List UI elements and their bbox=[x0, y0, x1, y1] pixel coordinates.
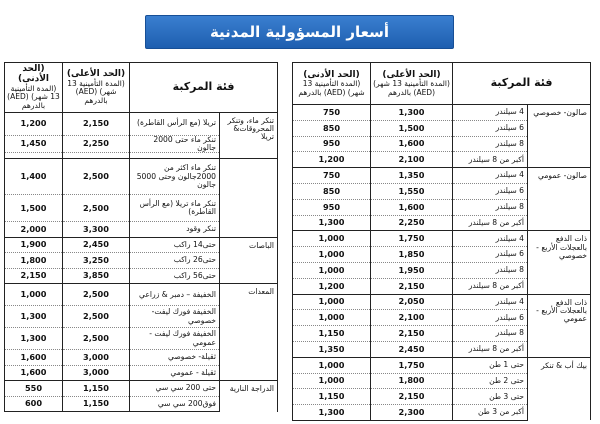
vehicle-spec: 6 سيلندر bbox=[453, 120, 528, 136]
max-price: 1,950 bbox=[371, 262, 453, 278]
vehicle-spec: الخفيفة – دمبر & زراعي bbox=[130, 284, 220, 306]
min-price: 2,000 bbox=[5, 222, 63, 238]
table-row bbox=[293, 105, 591, 121]
vehicle-spec: أكبر من 8 سيلندر bbox=[453, 152, 528, 168]
vehicle-spec: 8 سيلندر bbox=[453, 262, 528, 278]
max-price: 2,500 bbox=[63, 306, 130, 328]
min-price: 950 bbox=[293, 199, 371, 215]
max-header: (الحد الأعلى) (المدة التأمينية 13 شهر) (AED) بالدرهم bbox=[371, 63, 453, 105]
max-price: 2,250 bbox=[63, 135, 130, 153]
vehicle-category: صالون- خصوصي bbox=[528, 105, 591, 168]
min-price: 750 bbox=[293, 105, 371, 121]
vehicle-spec: حتى 200 سي سي bbox=[130, 381, 220, 397]
page-title: أسعار المسؤولية المدنية bbox=[145, 15, 454, 49]
vehicle-spec: أكبر من 8 سيلندر bbox=[453, 341, 528, 357]
vehicle-category: المعدات bbox=[220, 284, 278, 381]
vehicle-category: صالون- عمومي bbox=[528, 168, 591, 231]
table-row bbox=[293, 168, 591, 184]
min-price: 1,350 bbox=[293, 341, 371, 357]
min-price: 1,300 bbox=[5, 328, 63, 350]
max-price: 3,000 bbox=[63, 365, 130, 381]
max-price: 1,750 bbox=[371, 357, 453, 373]
vehicle-spec: ثقيلة- خصوصي bbox=[130, 350, 220, 366]
vehicle-category: بيك أب & تنكر bbox=[528, 357, 591, 420]
max-price: 2,100 bbox=[371, 310, 453, 326]
vehicle-spec: حتى 2 طن bbox=[453, 373, 528, 389]
vehicle-spec: حتى 3 طن bbox=[453, 389, 528, 405]
vehicle-spec: تريلا (مع الرأس القاطرة) bbox=[130, 112, 220, 135]
max-price: 3,300 bbox=[63, 222, 130, 238]
max-price: 2,300 bbox=[371, 405, 453, 421]
min-header: (الحد الأدنى) (المدة التأمينية 13 شهر) (AED) بالدرهم bbox=[5, 63, 63, 113]
vehicle-spec: 8 سيلندر bbox=[453, 199, 528, 215]
max-price: 2,150 bbox=[63, 112, 130, 135]
rates-table-right bbox=[292, 62, 591, 421]
vehicle-spec: 4 سيلندر bbox=[453, 105, 528, 121]
vehicle-spec: 6 سيلندر bbox=[453, 183, 528, 199]
min-price: 1,000 bbox=[293, 310, 371, 326]
category-header: فئة المركبة bbox=[130, 63, 278, 113]
max-price: 2,500 bbox=[63, 284, 130, 306]
min-price: 600 bbox=[5, 396, 63, 412]
vehicle-spec: ثقيلة - عمومي bbox=[130, 365, 220, 381]
vehicle-spec: تنكر ماء حتى 2000 جالون bbox=[130, 135, 220, 153]
vehicle-spec: 4 سيلندر bbox=[453, 168, 528, 184]
min-price: 1,000 bbox=[5, 284, 63, 306]
max-price: 1,800 bbox=[371, 373, 453, 389]
max-price: 1,150 bbox=[63, 381, 130, 397]
min-price: 1,000 bbox=[293, 357, 371, 373]
max-price: 1,550 bbox=[371, 183, 453, 199]
min-price: 750 bbox=[293, 168, 371, 184]
table-row bbox=[293, 231, 591, 247]
vehicle-category: الباصات bbox=[220, 237, 278, 284]
table-row bbox=[5, 237, 278, 253]
max-price: 1,300 bbox=[371, 105, 453, 121]
vehicle-category: ذات الدفع بالعجلات الأربع - خصوصي bbox=[528, 231, 591, 294]
max-price: 2,500 bbox=[63, 159, 130, 195]
max-price: 1,750 bbox=[371, 231, 453, 247]
min-price: 850 bbox=[293, 120, 371, 136]
vehicle-category bbox=[220, 159, 278, 238]
vehicle-spec: الخفيفة فورك ليفت - عمومي bbox=[130, 328, 220, 350]
min-price: 1,150 bbox=[293, 389, 371, 405]
max-price: 3,250 bbox=[63, 253, 130, 269]
vehicle-spec: حتى56 راكب bbox=[130, 268, 220, 284]
min-price: 1,000 bbox=[293, 294, 371, 310]
min-price: 1,600 bbox=[5, 365, 63, 381]
vehicle-spec: الخفيفة فورك ليفت-خصوصي bbox=[130, 306, 220, 328]
vehicle-category: تنكر ماء، وتنكر المحروقات& تريلا bbox=[220, 112, 278, 159]
max-price: 2,450 bbox=[63, 237, 130, 253]
max-header: (الحد الأعلى) (المدة التأمينية 13 شهر) (AED) بالدرهم bbox=[63, 63, 130, 113]
max-price: 1,500 bbox=[371, 120, 453, 136]
table-row bbox=[5, 284, 278, 306]
vehicle-spec: 8 سيلندر bbox=[453, 326, 528, 342]
table-row bbox=[5, 159, 278, 195]
max-price: 2,500 bbox=[63, 328, 130, 350]
min-price: 1,900 bbox=[5, 237, 63, 253]
vehicle-spec: حتى 1 طن bbox=[453, 357, 528, 373]
max-price: 1,600 bbox=[371, 199, 453, 215]
min-price: 1,300 bbox=[293, 215, 371, 231]
max-price: 2,100 bbox=[371, 152, 453, 168]
rates-table-left bbox=[4, 62, 278, 412]
max-price: 1,150 bbox=[63, 396, 130, 412]
vehicle-spec: 8 سيلندر bbox=[453, 136, 528, 152]
min-price: 1,200 bbox=[293, 278, 371, 294]
min-price: 1,000 bbox=[293, 262, 371, 278]
min-price: 1,450 bbox=[5, 135, 63, 153]
min-price: 1,200 bbox=[293, 152, 371, 168]
max-price: 2,250 bbox=[371, 215, 453, 231]
max-price: 3,850 bbox=[63, 268, 130, 284]
vehicle-spec: أكبر من 8 سيلندر bbox=[453, 278, 528, 294]
max-price: 2,150 bbox=[371, 389, 453, 405]
max-price: 1,350 bbox=[371, 168, 453, 184]
vehicle-spec: 6 سيلندر bbox=[453, 247, 528, 263]
min-price: 550 bbox=[5, 381, 63, 397]
min-price: 1,000 bbox=[293, 373, 371, 389]
vehicle-spec: أكبر من 3 طن bbox=[453, 405, 528, 421]
min-price: 2,150 bbox=[5, 268, 63, 284]
min-price: 1,600 bbox=[5, 350, 63, 366]
vehicle-spec: 4 سيلندر bbox=[453, 231, 528, 247]
max-price: 1,600 bbox=[371, 136, 453, 152]
vehicle-spec: 6 سيلندر bbox=[453, 310, 528, 326]
min-price: 1,000 bbox=[293, 247, 371, 263]
max-price: 2,150 bbox=[371, 326, 453, 342]
vehicle-spec: تنكر ماء اكثر من 2000جالون وحتى 5000 جالون bbox=[130, 159, 220, 195]
min-price: 1,150 bbox=[293, 326, 371, 342]
vehicle-spec: أكبر من 8 سيلندر bbox=[453, 215, 528, 231]
min-price: 1,300 bbox=[293, 405, 371, 421]
min-price: 850 bbox=[293, 183, 371, 199]
max-price: 2,500 bbox=[63, 195, 130, 222]
min-price: 950 bbox=[293, 136, 371, 152]
category-header: فئة المركبة bbox=[453, 63, 591, 105]
vehicle-spec: 4 سيلندر bbox=[453, 294, 528, 310]
min-price: 1,400 bbox=[5, 159, 63, 195]
min-price: 1,500 bbox=[5, 195, 63, 222]
max-price: 2,150 bbox=[371, 278, 453, 294]
vehicle-spec: حتى14 راكب bbox=[130, 237, 220, 253]
vehicle-spec: حتى26 راكب bbox=[130, 253, 220, 269]
table-row bbox=[5, 112, 278, 135]
min-price: 1,800 bbox=[5, 253, 63, 269]
table-row bbox=[293, 357, 591, 373]
table-row bbox=[293, 294, 591, 310]
min-price: 1,200 bbox=[5, 112, 63, 135]
vehicle-spec: تنكر وقود bbox=[130, 222, 220, 238]
max-price: 2,450 bbox=[371, 341, 453, 357]
max-price: 1,850 bbox=[371, 247, 453, 263]
max-price: 2,050 bbox=[371, 294, 453, 310]
vehicle-category: الدراجة النارية bbox=[220, 381, 278, 412]
min-header: (الحد الأدنى) (المدة التأمينية 13 شهر) (AED) بالدرهم bbox=[293, 63, 371, 105]
table-row bbox=[5, 381, 278, 397]
max-price: 3,000 bbox=[63, 350, 130, 366]
vehicle-spec: تنكر ماء تريلا (مع الرأس القاطرة) bbox=[130, 195, 220, 222]
min-price: 1,300 bbox=[5, 306, 63, 328]
vehicle-category: ذات الدفع بالعجلات الأربع - عمومي bbox=[528, 294, 591, 357]
vehicle-spec: فوق200 سي سي bbox=[130, 396, 220, 412]
min-price: 1,000 bbox=[293, 231, 371, 247]
